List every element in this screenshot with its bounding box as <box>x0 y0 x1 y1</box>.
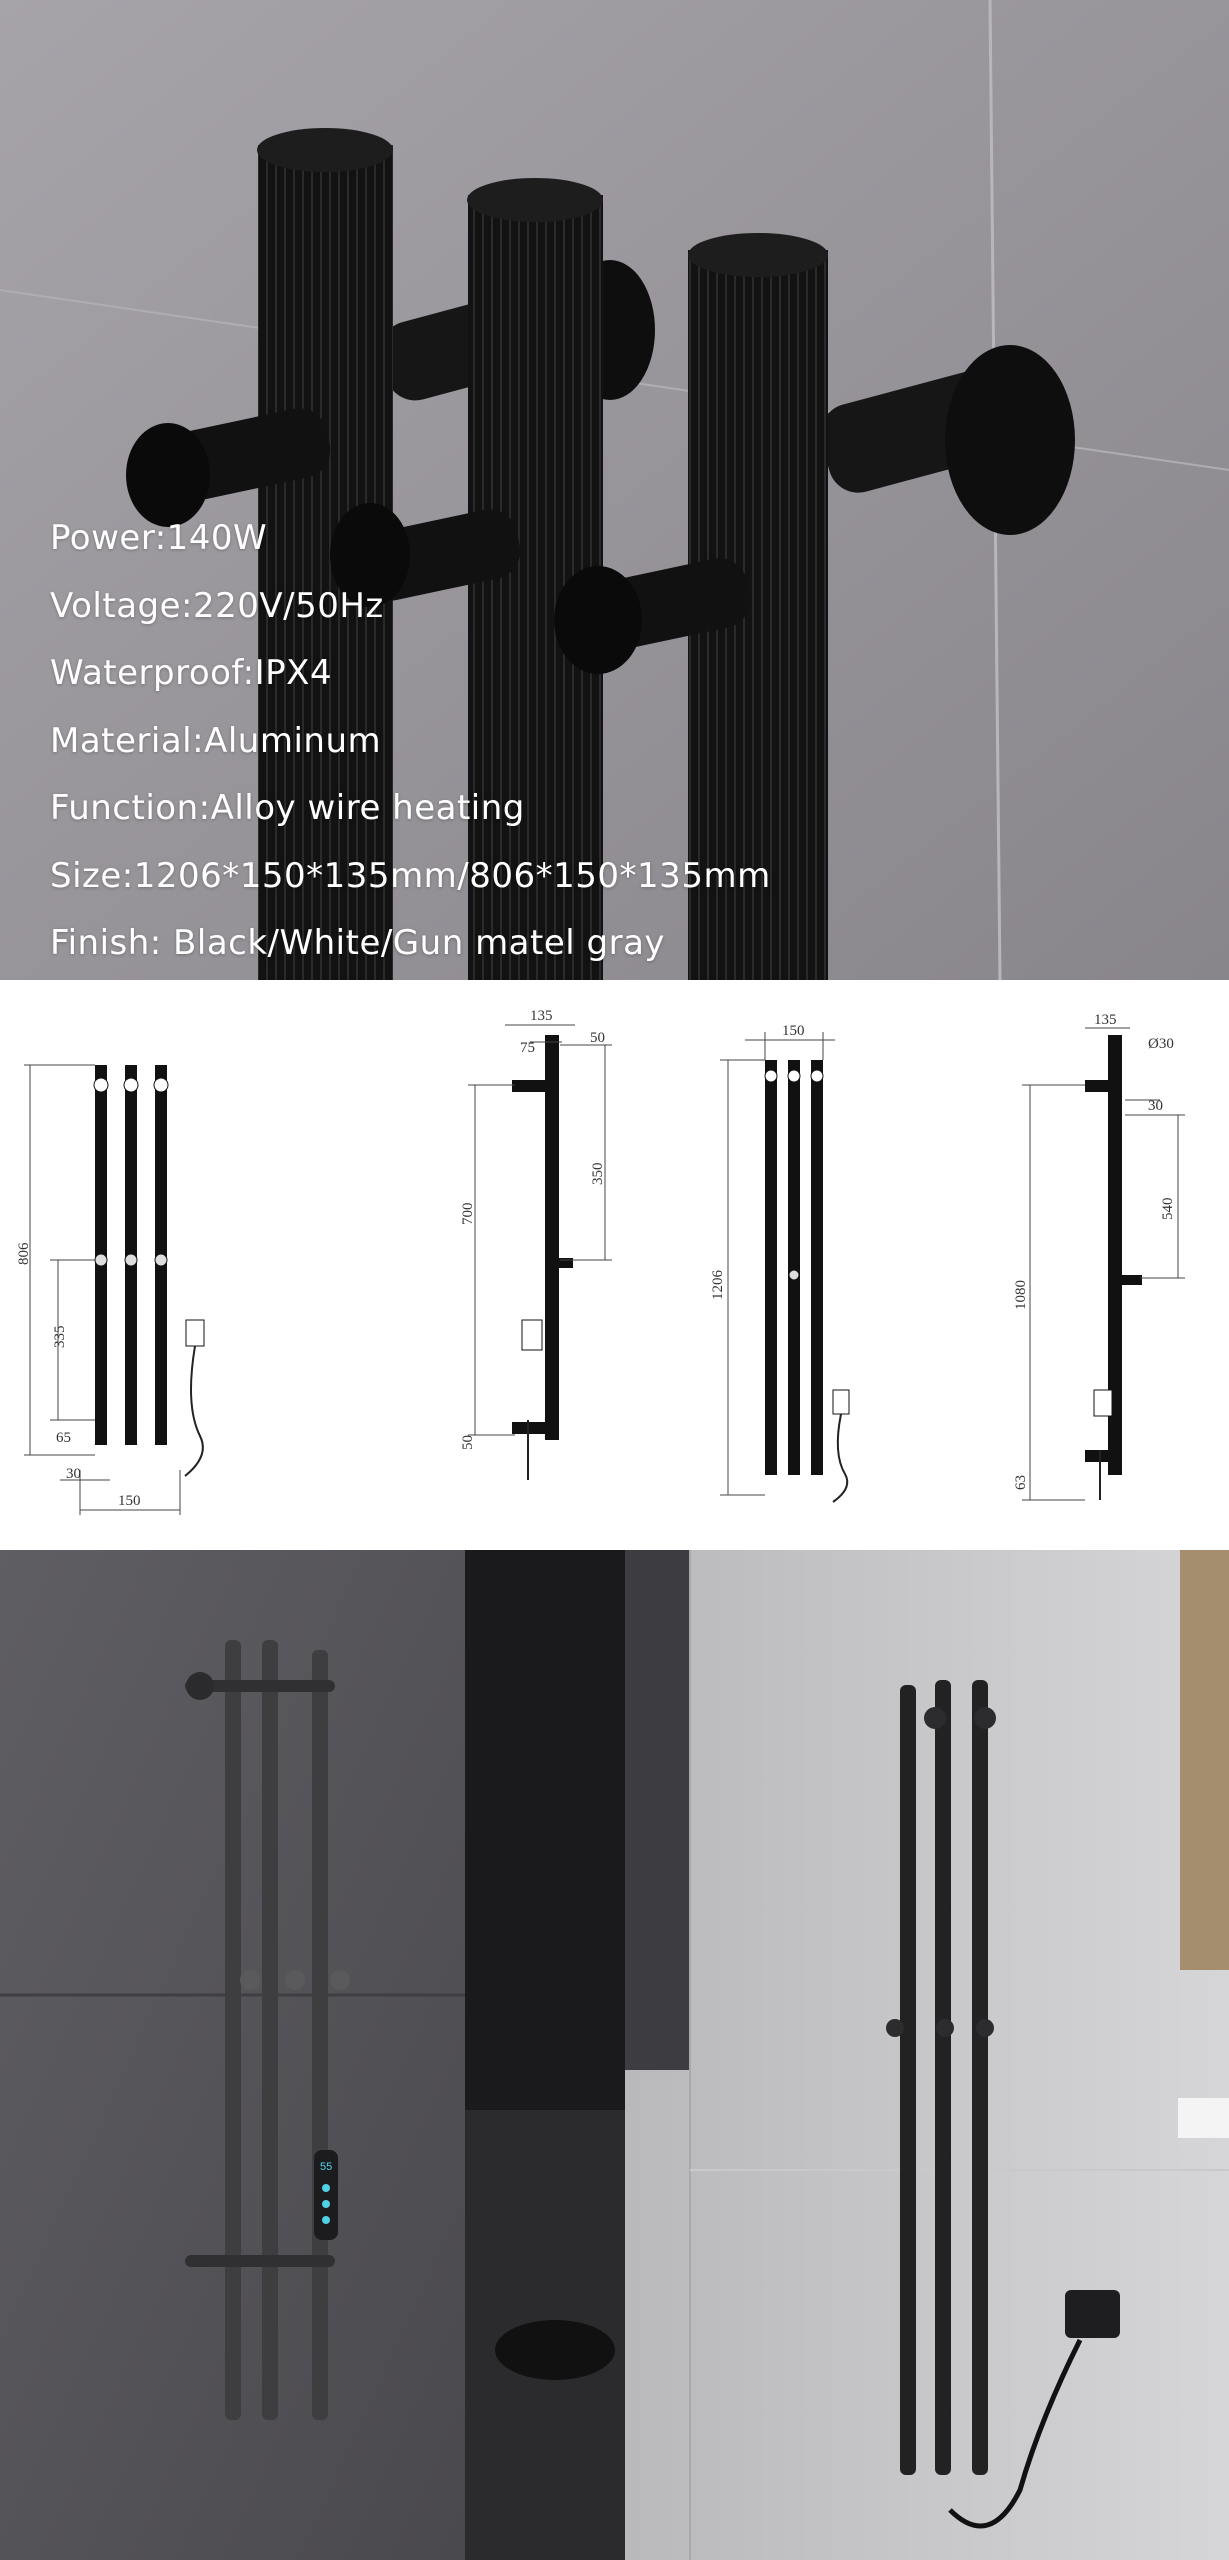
spec-waterproof: Waterproof:IPX4 <box>50 653 333 693</box>
dim-50-bottom: 50 <box>460 1435 476 1450</box>
temperature-readout: 55 <box>320 2161 333 2173</box>
spec-material: Material:Aluminum <box>50 720 382 761</box>
dim-540: 540 <box>1160 1197 1176 1220</box>
dim-30-large: 30 <box>1148 1098 1163 1114</box>
dim-1206: 1206 <box>710 1270 726 1300</box>
spec-voltage: Voltage:220V/50Hz <box>50 585 384 626</box>
lifestyle-scene <box>0 1550 1229 2560</box>
spec-size: Size:1206*150*135mm/806*150*135mm <box>50 855 771 896</box>
dim-1080: 1080 <box>1013 1280 1029 1310</box>
dim-65: 65 <box>56 1430 71 1446</box>
dim-700: 700 <box>460 1202 476 1225</box>
dim-75: 75 <box>520 1040 535 1056</box>
technical-drawings <box>0 980 1229 1550</box>
drawing-front-small <box>24 1065 204 1515</box>
dim-135-small: 135 <box>530 1008 553 1024</box>
hero-section <box>0 0 1229 980</box>
dim-50-top: 50 <box>590 1030 605 1046</box>
spec-function: Function:Alloy wire heating <box>50 788 525 828</box>
dim-806: 806 <box>16 1242 32 1265</box>
dim-150-large: 150 <box>782 1023 805 1039</box>
dim-135-large: 135 <box>1094 1012 1117 1028</box>
spec-list <box>50 505 771 978</box>
spec-finish: Finish: Black/White/Gun matel gray <box>50 923 666 963</box>
dim-350: 350 <box>590 1162 606 1185</box>
lifestyle-photos <box>0 1550 1229 2560</box>
spec-power: Power:140W <box>50 518 268 558</box>
dim-335: 335 <box>52 1325 68 1348</box>
wall-plug <box>1065 2290 1120 2338</box>
drawing-front-large <box>720 1032 849 1502</box>
dim-diameter-30: Ø30 <box>1148 1036 1174 1052</box>
dim-30-small: 30 <box>66 1466 81 1482</box>
dim-150-small: 150 <box>118 1493 141 1509</box>
dim-63: 63 <box>1013 1475 1029 1490</box>
drawing-side-small <box>468 1025 612 1480</box>
